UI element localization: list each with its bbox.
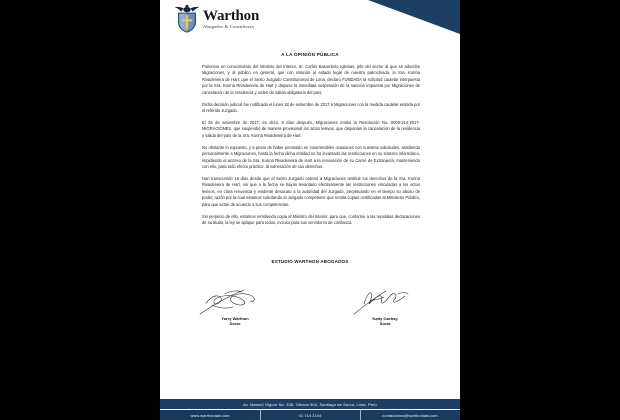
- header-accent-shape: [368, 0, 460, 34]
- page-title: A LA OPINIÓN PÚBLICA: [281, 52, 339, 57]
- handwritten-signature-icon: [192, 288, 278, 316]
- paragraph: Sin perjuicio de ello, estamos remitiendo copia al Ministro del Interior, para que, conforme a las repetidas declaraciones de su titular, la ley se aplique para todos, incluso para sus servidores de confianza.: [202, 213, 420, 226]
- footer-email[interactable]: contactanos@warthonlaw.com: [360, 413, 460, 418]
- signatory-role: Socio: [229, 321, 241, 327]
- signature-block: [160, 288, 310, 326]
- signatory-role: Socia: [379, 321, 391, 327]
- footer-address: Av. Manuel Olguín No. 335, Oficina 904, Santiago de Surco, Lima, Perú: [160, 399, 460, 409]
- footer-contact-bar: [160, 410, 460, 420]
- document-page: [160, 0, 460, 420]
- footer-phone[interactable]: 01 714 2144: [260, 413, 360, 418]
- firm-signoff: ESTUDIO WARTHON ABOGADOS: [271, 259, 349, 264]
- paragraph: Ponemos en conocimiento del Ministro del Interior, Sr. Carlos Basombrío Iglesias, jefe del sector al que se adscribe Migraciones, y al público en general, que con relación al estado legal de nuestra patrocinada, la Sra. Korina Rivadeneira de Hart, que el Sexto Juzgado Constitucional de Lima, declaró FUNDADA la solicitud cautelar interpuesta por la Sra. Korina Rivadeneira de Hart y dispuso la inmediata suspensión de la sanción impuesta por Migraciones de cancelación de la residencia y orden de salida obligatoria del país.: [202, 64, 420, 95]
- paragraph: No obstante lo expuesto, y a pesar de haber persistido en innumerables ocasiones con nuestras solicitudes, asistiendo personalmente a Migraciones, hasta la fecha dicha entidad no ha levantado las restricciones en su sistema informático, impidiendo el acceso de la Sra. Korina Rivadeneira de Hart a la renovación de su Carné de Extranjería, manteniendo con ello, para todo efecto práctico, la vulneración de sus derechos.: [202, 144, 420, 170]
- firm-crest-icon: [174, 4, 200, 34]
- signatory-name: Yorry Warthon: [221, 316, 249, 321]
- signatory-name: Katty Cachay: [372, 316, 398, 321]
- handwritten-signature-icon: [342, 288, 428, 316]
- firm-name: Warthon: [203, 7, 260, 24]
- paragraph: El 26 de setiembre de 2017, es decir, 8 días después, Migraciones emitió la Resolución No. 0000-214-2017-MIGRACIONES, que suspendió de manera provisional los actos lesivos, que disponían la cancelación de la residencia y salida del país de la Sra. Korina Rivadeneira de Hart.: [202, 120, 420, 138]
- firm-wordmark: [203, 9, 259, 30]
- letterhead: [174, 4, 259, 34]
- page-footer: [160, 399, 460, 420]
- firm-tagline: Abogados & Consultores: [203, 23, 254, 29]
- paragraph: Han transcurrido 18 días desde que el Sexto Juzgado ordenó a Migraciones restituir los derechos de la Sra. Korina Rivadeneira de Hart, sin que a la fecha se hayan levantado efectivamente las restricciones vinculadas a los actos lesivos, en clara renuencia y evidente desacato a la autoridad del Juzgado, perpetuando en el tiempo su abuso de poder, razón por la cual estamos solicitando al Juzgado competente que remita copias certificadas al Ministerio Público, para que actúe de acuerdo a sus competencias.: [202, 176, 420, 207]
- paragraph: Dicha decisión judicial fue notificada el lunes 18 de setiembre de 2017 a Migraciones con la medida cautelar emitida por el referido Juzgado.: [202, 101, 420, 114]
- footer-website[interactable]: www.warthonlaw.com: [190, 412, 230, 418]
- signature-row: [160, 288, 460, 326]
- document-body: [202, 64, 420, 232]
- signature-block: [310, 288, 460, 326]
